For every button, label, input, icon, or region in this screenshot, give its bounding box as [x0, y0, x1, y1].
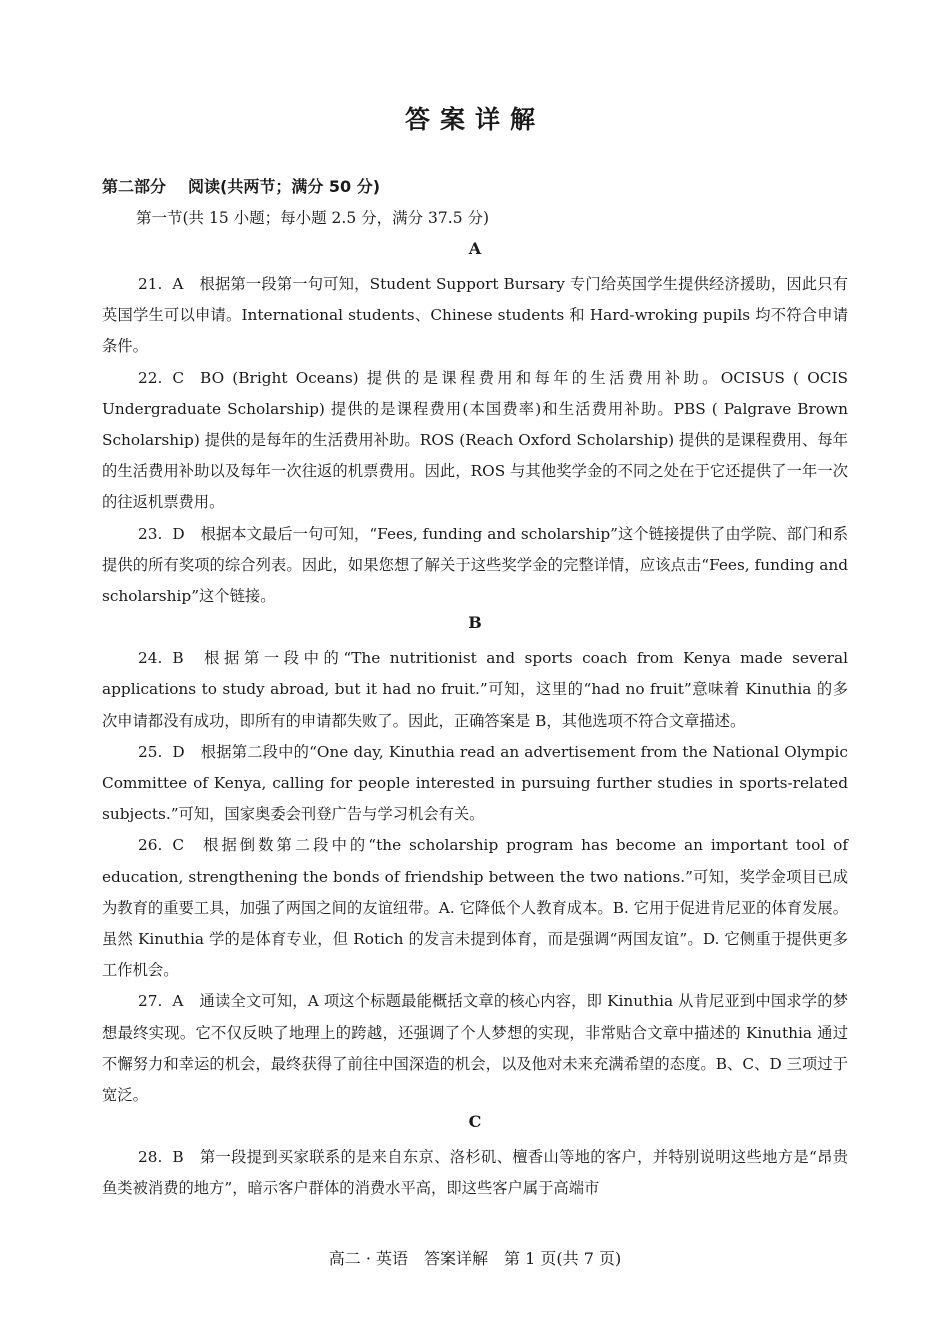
answer-item: [102, 643, 848, 737]
answer-explanation: 第一段提到买家联系的是来自东京、洛杉矶、檀香山等地的客户，并特别说明这些地方是“昂贵鱼类被消费的地方”，暗示客户群体的消费水平高，即这些客户属于高端市: [102, 1148, 848, 1198]
answer-key: D: [172, 742, 185, 761]
question-number: 22.: [138, 368, 163, 387]
question-number: 28.: [138, 1148, 163, 1167]
part-heading: [102, 176, 848, 198]
question-number: 26.: [138, 836, 163, 855]
answer-key: D: [172, 524, 185, 543]
page-footer: 高二 · 英语 答案详解 第 1 页(共 7 页): [328, 1249, 622, 1268]
answer-explanation: BO (Bright Oceans) 提供的是课程费用和每年的生活费用补助。OCISUS ( OCIS Undergraduate Scholarship) 提供的是课程费用(本国费率)和生活费用补助。PBS ( Palgrave Brown Scholarship) 提供的是每年的生活费用补助。ROS (Reach Oxford Scholarship) 提供的是课程费用、每年的生活费用补助以及每年一次往返的机票费用。因此，ROS 与其他奖学金的不同之处在于它还提供了一年一次的往返机票费用。: [102, 368, 848, 512]
question-number: 25.: [138, 742, 163, 761]
question-number: 21.: [138, 275, 163, 293]
answer-key: A: [172, 275, 184, 293]
answer-key: A: [172, 992, 184, 1011]
answer-key: B: [172, 1148, 184, 1167]
answer-explanation: 根据第一段第一句可知，Student Support Bursary 专门给英国学生提供经济援助，因此只有英国学生可以申请。International students、Chinese students 和 Hard-wroking pupils 均不符合申请条件。: [102, 275, 848, 356]
answer-sheet-page: [102, 100, 848, 1205]
section-note: 第一节(共 15 小题；每小题 2.5 分，满分 37.5 分): [136, 209, 490, 227]
answer-key: B: [172, 649, 184, 668]
answer-item: [102, 269, 848, 363]
answer-item: [102, 519, 848, 613]
question-number: 24.: [138, 649, 163, 668]
part-description: 阅读(共两节；满分 50 分): [188, 177, 381, 196]
answer-explanation: 通读全文可知，A 项这个标题最能概括文章的核心内容，即 Kinuthia 从肯尼亚到中国求学的梦想最终实现。它不仅反映了地理上的跨越，还强调了个人梦想的实现，非常贴合文章中描述的 Kinuthia 通过不懈努力和幸运的机会，最终获得了前往中国深造的机会，以及他对未来充满希望的态度。B、C、D 三项过于宽泛。: [102, 992, 848, 1105]
answer-item: [102, 737, 848, 831]
passage-letter-b: B: [468, 613, 482, 633]
answer-explanation: 根据第一段中的“The nutritionist and sports coach from Kenya made several applications to study abroad, but it had no fruit.”可知，这里的“had no fruit”意味着 Kinuthia 的多次申请都没有成功，即所有的申请都失败了。因此，正确答案是 B，其他选项不符合文章描述。: [102, 649, 848, 730]
answer-item: [102, 986, 848, 1111]
answer-key: C: [172, 836, 185, 855]
passage-letter-c: C: [468, 1112, 482, 1132]
page-title: 答案详解: [404, 105, 545, 134]
answer-item: [102, 363, 848, 519]
answer-key: C: [172, 368, 185, 387]
question-number: 23.: [138, 524, 163, 543]
answer-explanation: 根据第二段中的“One day, Kinuthia read an advertisement from the National Olympic Committee of Kenya, calling for people interested in pursuing further studies in sports-related subjects.”可知，国家奥委会刊登广告与学习机会有关。: [102, 742, 848, 824]
question-number: 27.: [138, 992, 163, 1011]
answer-item: [102, 1142, 848, 1204]
answer-explanation: 根据本文最后一句可知，“Fees, funding and scholarship”这个链接提供了由学院、部门和系提供的所有奖项的综合列表。因此，如果您想了解关于这些奖学金的完整详情，应该点击“Fees, funding and scholarship”这个链接。: [102, 524, 848, 606]
passage-letter-a: A: [468, 239, 482, 258]
part-name: 第二部分: [102, 177, 167, 196]
answer-explanation: 根据倒数第二段中的“the scholarship program has become an important tool of education, strengthening the bonds of friendship between the two nations.”可知，奖学金项目已成为教育的重要工具，加强了两国之间的友谊纽带。A. 它降低个人教育成本。B. 它用于促进肯尼亚的体育发展。虽然 Kinuthia 学的是体育专业，但 Rotich 的发言未提到体育，而是强调“两国友谊”。D. 它侧重于提供更多工作机会。: [102, 836, 848, 980]
answer-item: [102, 830, 848, 986]
